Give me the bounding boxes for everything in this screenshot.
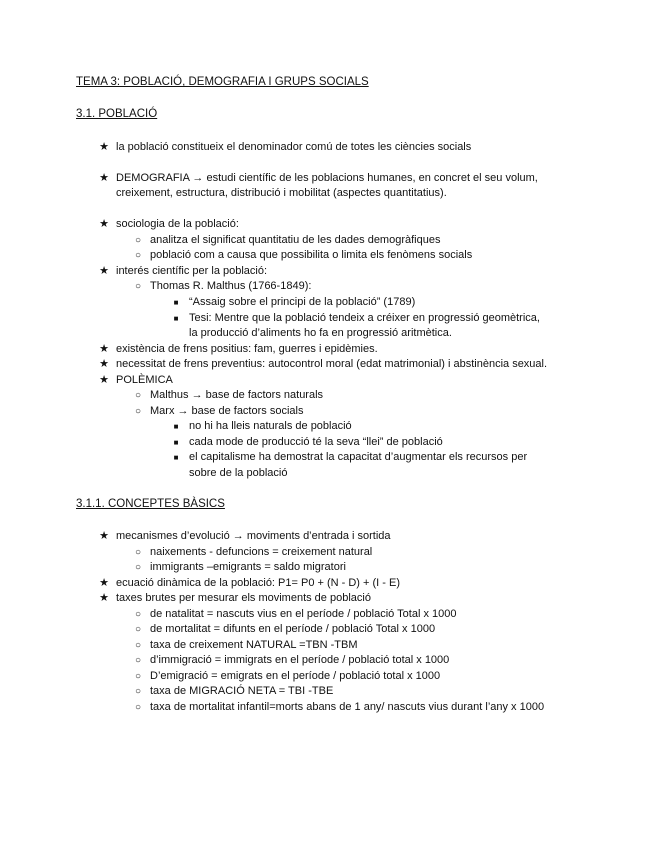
list-item: ★ ecuació dinàmica de la població: P1= P0 + (N - D) + (I - E) [96,576,400,591]
circle-bullet-icon: ○ [134,655,142,666]
list-item: ★ taxes brutes per mesurar els moviments de població [96,591,371,606]
list-item: ○ Malthus → base de factors naturals [132,388,323,403]
circle-bullet-icon: ○ [134,281,142,292]
star-bullet-icon: ★ [99,218,109,230]
list-item: ○ de natalitat = nascuts vius en el període / població Total x 1000 [132,607,456,622]
list-item: ★ sociologia de la població: [96,217,239,232]
star-bullet-icon: ★ [99,141,109,153]
circle-bullet-icon: ○ [134,406,142,417]
star-bullet-icon: ★ [99,265,109,277]
list-item: ★ la població constitueix el denominador comú de totes les ciències socials [96,140,471,155]
list-item: ★ existència de frens positius: fam, guerres i epidèmies. [96,342,378,357]
list-item: ■ “Assaig sobre el principi de la població” (1789) [171,295,415,310]
star-bullet-icon: ★ [99,358,109,370]
list-item: ○ d’immigració = immigrats en el període / població total x 1000 [132,653,449,668]
circle-bullet-icon: ○ [134,547,142,558]
circle-bullet-icon: ○ [134,640,142,651]
star-bullet-icon: ★ [99,530,109,542]
circle-bullet-icon: ○ [134,562,142,573]
list-item: ■ cada mode de producció té la seva “llei” de població [171,435,443,450]
section-heading-poblacio: 3.1. POBLACIÓ [76,108,158,120]
list-item: ○ taxa de mortalitat infantil=morts abans de 1 any/ nascuts vius durant l’any x 1000 [132,700,544,715]
circle-bullet-icon: ○ [134,686,142,697]
list-item: ○ de mortalitat = difunts en el període / població Total x 1000 [132,622,435,637]
circle-bullet-icon: ○ [134,671,142,682]
list-item: ○ Thomas R. Malthus (1766-1849): [132,279,311,294]
square-bullet-icon: ■ [173,438,179,447]
list-item-continuation: la producció d’aliments ho fa en progressió aritmètica. [189,327,452,339]
list-item-continuation: sobre de la població [189,467,288,479]
star-bullet-icon: ★ [99,592,109,604]
list-item: ■ el capitalisme ha demostrat la capacitat d’augmentar els recursos per [171,450,527,465]
list-item: ○ Marx → base de factors socials [132,404,303,419]
list-item: ○ immigrants –emigrants = saldo migratori [132,560,346,575]
list-item: ○ població com a causa que possibilita o limita els fenòmens socials [132,248,472,263]
circle-bullet-icon: ○ [134,250,142,261]
square-bullet-icon: ■ [173,298,179,307]
star-bullet-icon: ★ [99,343,109,355]
list-item: ○ taxa de creixement NATURAL =TBN -TBM [132,638,358,653]
circle-bullet-icon: ○ [134,609,142,620]
square-bullet-icon: ■ [173,422,179,431]
list-item: ○ analitza el significat quantitatiu de les dades demogràfiques [132,233,440,248]
circle-bullet-icon: ○ [134,702,142,713]
circle-bullet-icon: ○ [134,235,142,246]
list-item: ■ Tesi: Mentre que la població tendeix a créixer en progressió geomètrica, [171,311,540,326]
document-title: TEMA 3: POBLACIÓ, DEMOGRAFIA I GRUPS SOCIALS [76,76,369,88]
square-bullet-icon: ■ [173,314,179,323]
list-item-continuation: creixement, estructura, distribució i mobilitat (aspectes quantitatius). [116,187,447,199]
list-item: ■ no hi ha lleis naturals de població [171,419,352,434]
list-item: ★ mecanismes d’evolució → moviments d’entrada i sortida [96,529,391,544]
section-heading-conceptes: 3.1.1. CONCEPTES BÀSICS [76,498,225,510]
list-item: ★ DEMOGRAFIA → estudi científic de les poblacions humanes, en concret el seu volum, [96,171,538,186]
star-bullet-icon: ★ [99,374,109,386]
list-item: ★ interés científic per la població: [96,264,267,279]
list-item: ○ taxa de MIGRACIÓ NETA = TBI -TBE [132,684,333,699]
list-item: ★ POLÈMICA [96,373,173,388]
circle-bullet-icon: ○ [134,390,142,401]
star-bullet-icon: ★ [99,172,109,184]
square-bullet-icon: ■ [173,453,179,462]
list-item: ○ naixements - defuncions = creixement natural [132,545,372,560]
circle-bullet-icon: ○ [134,624,142,635]
star-bullet-icon: ★ [99,577,109,589]
list-item: ○ D’emigració = emigrats en el període / població total x 1000 [132,669,440,684]
list-item: ★ necessitat de frens preventius: autocontrol moral (edat matrimonial) i abstinència sexual. [96,357,547,372]
